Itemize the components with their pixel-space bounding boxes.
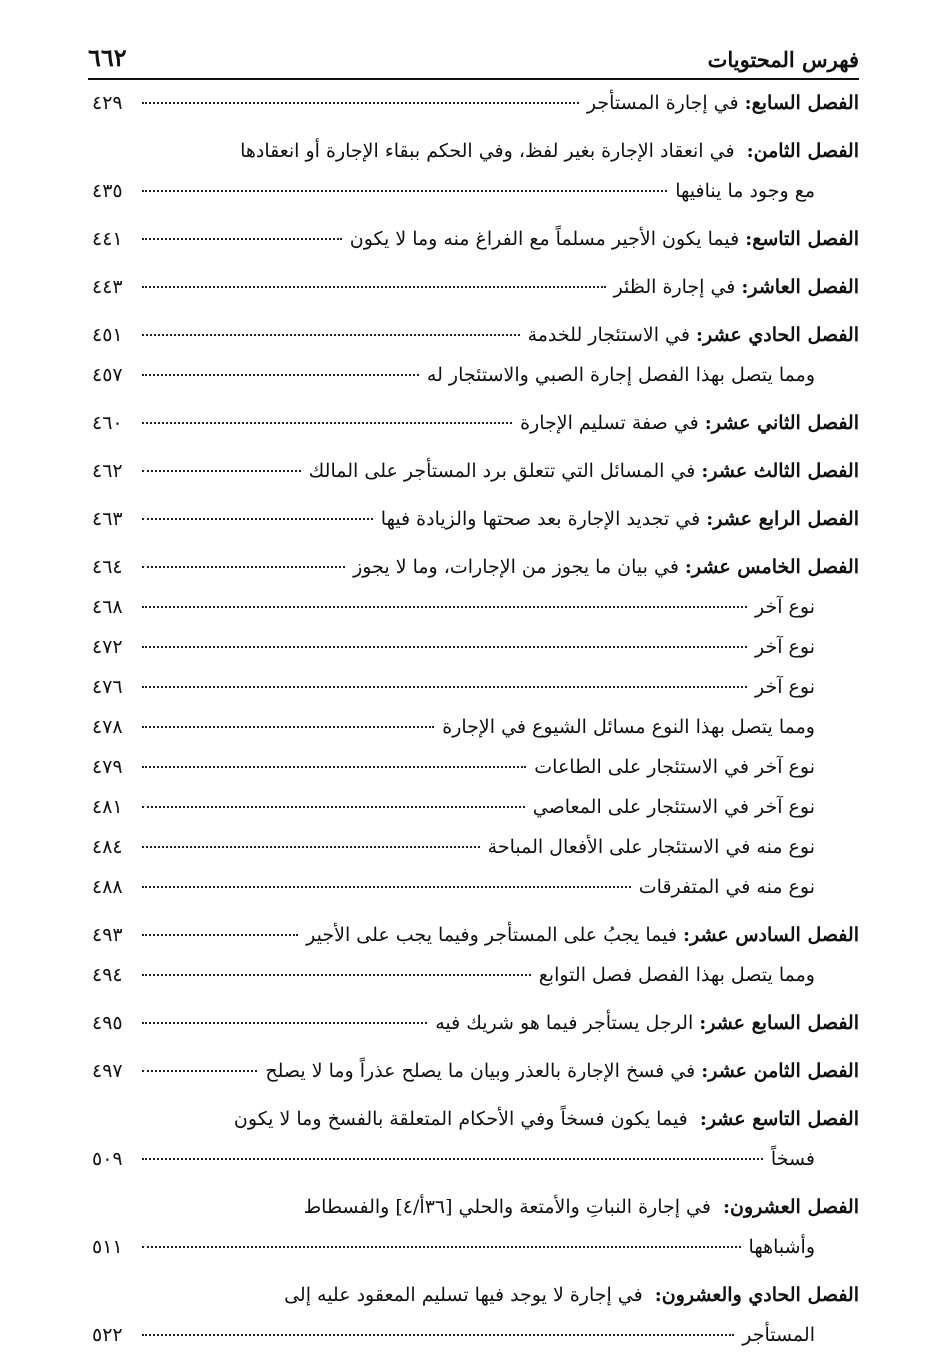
header-title: فهرس المحتويات	[707, 47, 859, 72]
toc-entry	[92, 324, 859, 404]
chapter-title: في بيان ما يجوز من الإجارات، وما لا يجوز	[353, 556, 679, 578]
chapter-title: فيما يكون فسخاً وفي الأحكام المتعلقة بالفسخ وما لا يكون	[233, 1108, 688, 1130]
chapter-label: الفصل التاسع عشر:	[699, 1108, 859, 1130]
page-reference: ٤٦٤	[92, 556, 123, 578]
dot-leader	[142, 374, 419, 376]
chapter-title: في إجارة الظئر	[613, 276, 736, 298]
chapter-title: فيما يجبُ على المستأجر وفيما يجب على الأجير	[306, 924, 677, 946]
dot-leader	[142, 766, 526, 768]
chapter-title-continuation: فسخاً	[770, 1148, 815, 1170]
page-header	[88, 40, 859, 80]
dot-leader	[142, 806, 525, 808]
dot-leader	[142, 470, 301, 472]
dot-leader	[142, 190, 667, 192]
page-reference: ٥١١	[92, 1236, 123, 1258]
toc-entry	[92, 140, 859, 220]
chapter-title: في انعقاد الإجارة بغير لفظ، وفي الحكم ببقاء الإجارة أو انعقادها	[240, 140, 735, 162]
toc-entry	[92, 460, 859, 500]
chapter-title: في تجديد الإجارة بعد صحتها والزيادة فيها	[380, 508, 701, 530]
chapter-label: الفصل الحادي عشر:	[695, 324, 859, 346]
toc-subentry	[92, 636, 859, 676]
dot-leader	[142, 846, 480, 848]
toc-subentry	[92, 596, 859, 636]
dot-leader	[142, 646, 747, 648]
subentry-title: نوع آخر	[755, 596, 815, 618]
page-reference: ٤٤٣	[92, 276, 123, 298]
subentry-title: نوع آخر في الاستئجار على الطاعات	[534, 756, 815, 778]
dot-leader	[142, 518, 373, 520]
subentry-title: نوع آخر في الاستئجار على المعاصي	[532, 796, 815, 818]
page-reference: ٤٥١	[92, 324, 123, 346]
page-reference: ٤٨١	[92, 796, 123, 818]
toc-entry	[92, 92, 859, 132]
dot-leader	[142, 334, 520, 336]
subentry-title: نوع منه في الاستئجار على الأفعال المباحة	[487, 836, 815, 858]
chapter-label: الفصل السابع:	[744, 92, 859, 114]
chapter-label: الفصل الخامس عشر:	[684, 556, 859, 578]
chapter-label: الفصل العاشر:	[741, 276, 859, 298]
subentry-title: ومما يتصل بهذا الفصل فصل التوابع	[538, 964, 815, 986]
subentry-title: نوع آخر	[755, 676, 815, 698]
chapter-title: في المسائل التي تتعلق برد المستأجر على المالك	[308, 460, 696, 482]
dot-leader	[142, 886, 631, 888]
chapter-label: الفصل الثامن عشر:	[701, 1060, 859, 1082]
page-reference: ٤٤١	[92, 228, 123, 250]
subentry-title: ومما يتصل بهذا النوع مسائل الشيوع في الإجارة	[442, 716, 815, 738]
chapter-label: الفصل الثامن:	[746, 140, 859, 162]
dot-leader	[142, 286, 606, 288]
chapter-label: الفصل الحادي والعشرون:	[654, 1284, 859, 1306]
dot-leader	[142, 726, 434, 728]
chapter-title: في إجارة المستأجر	[586, 92, 739, 114]
chapter-title-continuation: المستأجر	[742, 1324, 815, 1346]
chapter-label: الفصل التاسع:	[745, 228, 859, 250]
page-reference: ٤٦٠	[92, 412, 123, 434]
page-reference: ٤٩٧	[92, 1060, 123, 1082]
page-reference: ٤٦٢	[92, 460, 123, 482]
dot-leader	[142, 606, 747, 608]
chapter-title: فيما يكون الأجير مسلماً مع الفراغ منه وما لا يكون	[349, 228, 740, 250]
dot-leader	[142, 1334, 734, 1336]
page-reference: ٥٢٢	[92, 1324, 123, 1346]
page-reference: ٤٣٥	[92, 180, 123, 202]
toc-subentry	[92, 964, 859, 1004]
dot-leader	[142, 422, 512, 424]
chapter-label: الفصل العشرون:	[723, 1196, 859, 1218]
page-reference: ٤٦٣	[92, 508, 123, 530]
chapter-label: الفصل الثالث عشر:	[701, 460, 859, 482]
page-reference: ٤٦٨	[92, 596, 123, 618]
page-reference: ٤٢٩	[92, 92, 123, 114]
toc-entry	[92, 924, 859, 1004]
toc-entry	[92, 1012, 859, 1052]
subentry-title: نوع آخر	[755, 636, 815, 658]
dot-leader	[142, 686, 747, 688]
chapter-title: في صفة تسليم الإجارة	[520, 412, 699, 434]
page-reference: ٤٩٣	[92, 924, 123, 946]
toc-entry	[92, 228, 859, 268]
chapter-title: الرجل يستأجر فيما هو شريك فيه	[435, 1012, 694, 1034]
toc-entry	[92, 1108, 859, 1188]
page-reference: ٤٨٤	[92, 836, 123, 858]
chapter-label: الفصل السابع عشر:	[699, 1012, 859, 1034]
toc-subentry	[92, 796, 859, 836]
toc-subentry	[92, 364, 859, 404]
page-reference: ٤٧٩	[92, 756, 123, 778]
dot-leader	[142, 974, 531, 976]
toc-entry	[92, 1060, 859, 1100]
chapter-label: الفصل السادس عشر:	[682, 924, 859, 946]
dot-leader	[142, 102, 579, 104]
page-reference: ٤٨٨	[92, 876, 123, 898]
chapter-label: الفصل الرابع عشر:	[706, 508, 859, 530]
dot-leader	[142, 1246, 741, 1248]
chapter-title: في إجارة النباتِ والأمتعة والحلي [٣٦أ/٤] والفسطاط	[303, 1196, 711, 1218]
chapter-title-continuation: وأشباهها	[748, 1236, 815, 1258]
toc-entry	[92, 1196, 859, 1276]
toc-subentry	[92, 716, 859, 756]
toc-entry	[92, 276, 859, 316]
page-reference: ٤٩٥	[92, 1012, 123, 1034]
toc-subentry	[92, 876, 859, 916]
page-reference: ٤٥٧	[92, 364, 123, 386]
subentry-title: ومما يتصل بهذا الفصل إجارة الصبي والاستئجار له	[426, 364, 815, 386]
toc-entry	[92, 412, 859, 452]
page-number: ٦٦٢	[88, 43, 127, 72]
dot-leader	[142, 934, 298, 936]
toc-entry	[92, 1284, 859, 1364]
dot-leader	[142, 1158, 763, 1160]
chapter-title: في الاستئجار للخدمة	[527, 324, 690, 346]
chapter-title: في إجارة لا يوجد فيها تسليم المعقود عليه إلى	[284, 1284, 643, 1306]
page-reference: ٤٧٦	[92, 676, 123, 698]
page-reference: ٥٠٩	[92, 1148, 123, 1170]
dot-leader	[142, 1070, 257, 1072]
toc-entry	[92, 508, 859, 548]
toc-subentry	[92, 836, 859, 876]
chapter-title: في فسخ الإجارة بالعذر وبيان ما يصلح عذراً وما لا يصلح	[265, 1060, 696, 1082]
subentry-title: نوع منه في المتفرقات	[638, 876, 815, 898]
toc-subentry	[92, 676, 859, 716]
toc-entry	[92, 556, 859, 916]
dot-leader	[142, 238, 342, 240]
page-reference: ٤٧٨	[92, 716, 123, 738]
dot-leader	[142, 1022, 427, 1024]
table-of-contents	[92, 92, 859, 1372]
toc-subentry	[92, 756, 859, 796]
dot-leader	[142, 566, 345, 568]
chapter-label: الفصل الثاني عشر:	[704, 412, 859, 434]
page-reference: ٤٧٢	[92, 636, 123, 658]
chapter-title-continuation: مع وجود ما ينافيها	[675, 180, 815, 202]
page-reference: ٤٩٤	[92, 964, 123, 986]
